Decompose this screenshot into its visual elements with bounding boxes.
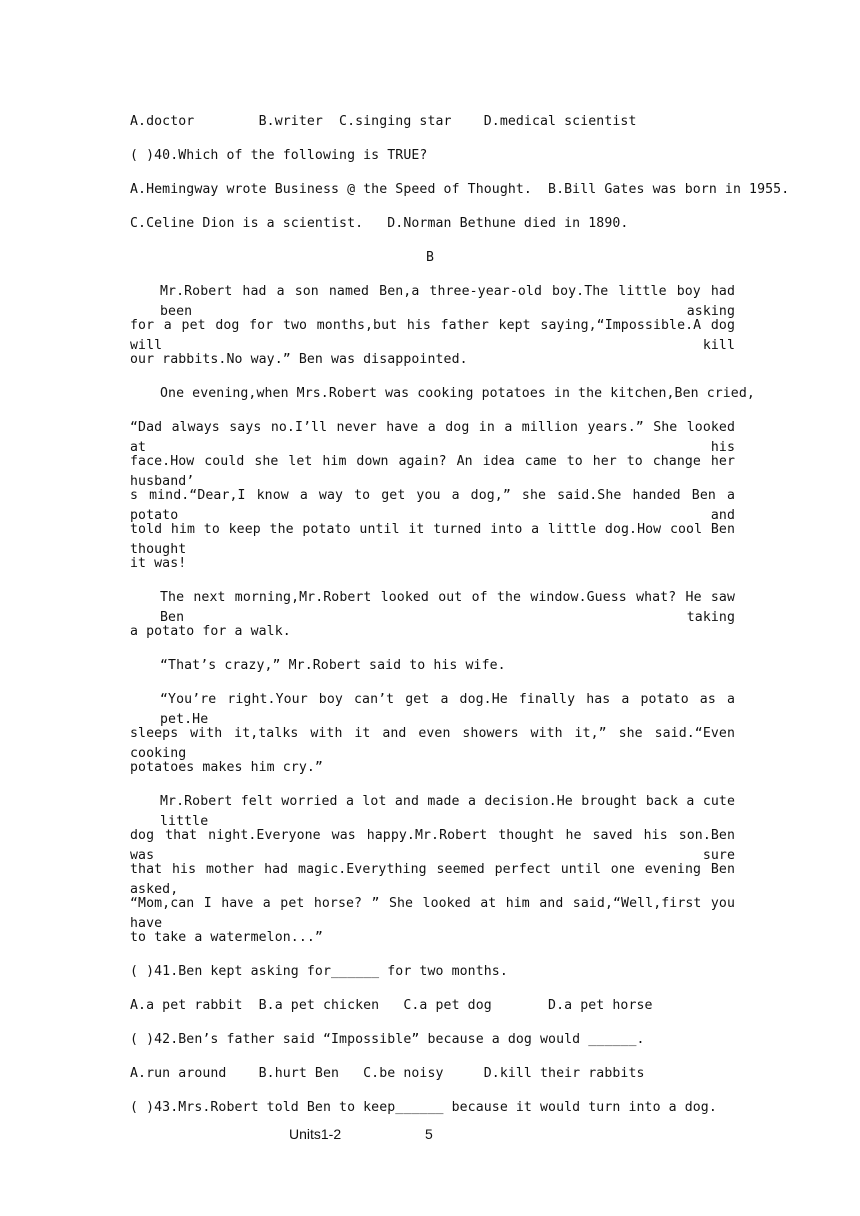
footer-page-number: 5 [425, 1126, 433, 1142]
q43-stem: ( )43.Mrs.Robert told Ben to keep______ because it would turn into a dog. [130, 1100, 717, 1115]
passage-line: Mr.Robert had a son named Ben,a three-year-old boy.The little boy had been asking [160, 284, 735, 319]
passage-line: “Mom,can I have a pet horse? ” She looked at him and said,“Well,first you have [130, 896, 735, 931]
passage-line: it was! [130, 556, 187, 571]
passage-line: “You’re right.Your boy can’t get a dog.He finally has a potato as a pet.He [160, 692, 735, 727]
passage-line: The next morning,Mr.Robert looked out of the window.Guess what? He saw Ben taking [160, 590, 735, 625]
passage-line: “Dad always says no.I’ll never have a dog in a million years.” She looked at his [130, 420, 735, 455]
q39-options: A.doctor B.writer C.singing star D.medical scientist [130, 114, 637, 129]
q42-options: A.run around B.hurt Ben C.be noisy D.kill their rabbits [130, 1066, 645, 1081]
passage-line: One evening,when Mrs.Robert was cooking potatoes in the kitchen,Ben cried, [160, 386, 755, 401]
q40-stem: ( )40.Which of the following is TRUE? [130, 148, 428, 163]
passage-line: to take a watermelon...” [130, 930, 323, 945]
q40-options-c-d: C.Celine Dion is a scientist. D.Norman Bethune died in 1890. [130, 216, 629, 231]
passage-line: Mr.Robert felt worried a lot and made a decision.He brought back a cute little [160, 794, 735, 829]
passage-line: that his mother had magic.Everything seemed perfect until one evening Ben asked, [130, 862, 735, 897]
passage-line: a potato for a walk. [130, 624, 291, 639]
footer-unit: Units1-2 [289, 1126, 342, 1142]
passage-line: s mind.“Dear,I know a way to get you a dog,” she said.She handed Ben a potato and [130, 488, 735, 523]
passage-line: potatoes makes him cry.” [130, 760, 323, 775]
passage-line: “That’s crazy,” Mr.Robert said to his wife. [160, 658, 506, 673]
passage-line: told him to keep the potato until it turned into a little dog.How cool Ben thought [130, 522, 735, 557]
passage-line: dog that night.Everyone was happy.Mr.Robert thought he saved his son.Ben was sure [130, 828, 735, 863]
q41-options: A.a pet rabbit B.a pet chicken C.a pet dog D.a pet horse [130, 998, 653, 1013]
passage-line: face.How could she let him down again? An idea came to her to change her husband’ [130, 454, 735, 489]
passage-line: our rabbits.No way.” Ben was disappointed. [130, 352, 468, 367]
section-label: B [425, 250, 435, 265]
q42-stem: ( )42.Ben’s father said “Impossible” because a dog would ______. [130, 1032, 645, 1047]
passage-line: for a pet dog for two months,but his father kept saying,“Impossible.A dog will kill [130, 318, 735, 353]
q40-options-a-b: A.Hemingway wrote Business @ the Speed of Thought. B.Bill Gates was born in 1955. [130, 182, 790, 197]
q41-stem: ( )41.Ben kept asking for______ for two months. [130, 964, 508, 979]
passage-line: sleeps with it,talks with it and even showers with it,” she said.“Even cooking [130, 726, 735, 761]
